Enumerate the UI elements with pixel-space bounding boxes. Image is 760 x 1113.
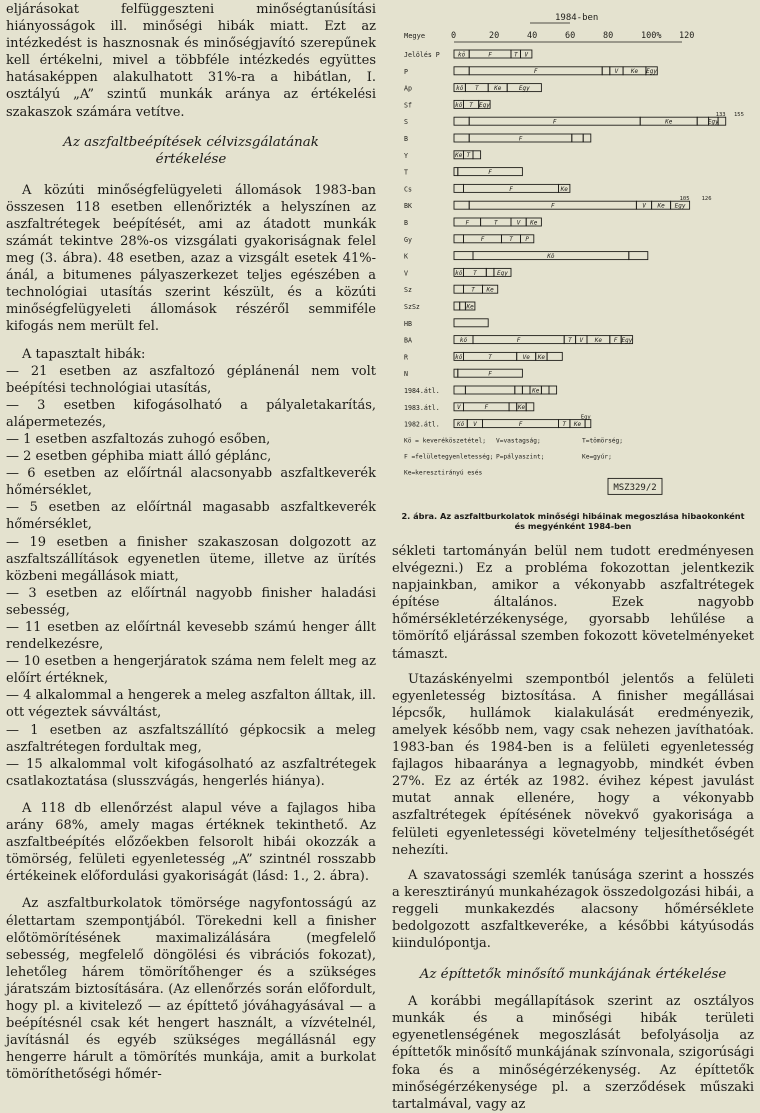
segment-code: Egy <box>497 269 508 277</box>
bar-segment <box>509 403 517 411</box>
segment-code: F <box>613 337 618 344</box>
segment-code: F <box>509 185 513 193</box>
row-label: T <box>404 168 408 177</box>
figure-chart <box>392 0 754 505</box>
bar-segment <box>454 252 473 260</box>
row-label: SzSz <box>404 303 420 311</box>
axis-header-label: Megye <box>404 32 426 40</box>
x-tick-label: 20 <box>489 31 500 41</box>
segment-code: T <box>493 219 498 227</box>
row-label: Sf <box>404 101 412 110</box>
bar-segment <box>454 184 464 192</box>
segment-code: F <box>480 236 485 244</box>
bar-segment <box>486 268 494 276</box>
row-label: Gy <box>404 235 412 244</box>
segment-code: Ke <box>455 152 463 160</box>
segment-code: F <box>488 51 492 59</box>
bar-segment <box>454 302 460 310</box>
section-heading: Az építtetők minősítő munkájának értékelése <box>419 967 727 983</box>
error-list <box>6 363 376 790</box>
segment-code: F <box>465 219 470 227</box>
segment-code: kö <box>456 85 464 92</box>
bar-segment <box>585 420 591 428</box>
segment-code: Egy <box>478 101 490 109</box>
error-list-item: — 4 alkalommal a hengerek a meleg aszfalton álltak, ill. ott végeztek sávváltást, <box>6 688 376 721</box>
legend-entry: F =felületegyenletesség; <box>404 453 494 461</box>
segment-code: Ke <box>657 202 665 210</box>
legend-entry: T=tömörség; <box>582 437 623 445</box>
bar-segment <box>454 235 464 243</box>
row-label: Cs <box>404 185 412 194</box>
segment-code: F <box>518 135 523 143</box>
bar-segment <box>454 117 469 125</box>
row-label: S <box>404 118 408 127</box>
segment-code: V <box>579 337 584 344</box>
segment-code: F <box>533 68 538 76</box>
x-tick-label: 80 <box>603 31 614 41</box>
error-list-item: — 15 alkalommal volt kifogásolható az aszfaltrétegek csatlakoztatása (slusszvágás, hengerlés hiánya). <box>6 756 376 789</box>
segment-code: T <box>474 85 479 92</box>
segment-code: Ke <box>665 118 673 126</box>
error-list-item: — 3 esetben kifogásolható a pályaletakarítás, alápermetezés, <box>6 397 376 430</box>
figure-caption: 2. ábra. Az aszfaltburkolatok minőségi hibáinak megoszlása hibaokonként és megyénként 1984-ben <box>401 511 745 531</box>
stacked-bar-chart <box>392 0 754 505</box>
segment-code: T <box>466 152 471 160</box>
paragraph: A közúti minőségfelügyeleti állomások 1983-ban összesen 118 esetben ellenőrizték a helyszínen az aszfaltrétegek beépítését, ami az átadott munkák számát tekintve 28%-os vizsgálati gyakoriságnak felel meg (3. ábra). 48 esetben, azaz a vizsgált esetek 41%-ánál, a bitumenes pályaszerkezet teljes egészében a technológiai utasítás szerint készült, és a közúti minőségfelügyeleti állomások részéről semmiféle kifogás nem merült fel. <box>6 182 376 335</box>
segment-code: Egy <box>621 337 633 344</box>
bar-segment <box>515 386 523 394</box>
x-tick-label: 0 <box>451 31 457 41</box>
paragraph: A tapasztalt hibák: <box>22 346 146 362</box>
bar-segment <box>629 252 648 260</box>
paragraph: Utazáskényelmi szempontból jelentős a felületi egyenletesség biztosítása. A finisher megállásai lépcsők, hullámok kialakulását eredményezik, amelyek később nem, vagy csak nehezen javíthatóak. 1983-ban és 1984-ben is a felületi egyenletesség fajlagos hibaaránya a legnagyobb, mindkét évben 27%. Ez az érték az 1982. évihez képest javulást mutat annak ellenére, hogy a vékonyabb aszfaltrétegek építésének növekvő gyakorisága a felületi egyenletességi követelmény teljesíthetőségét nehezíti. <box>392 671 754 858</box>
bar-segment <box>473 151 481 159</box>
row-label: 1982.átl. <box>404 420 440 429</box>
segment-code: T <box>562 421 567 428</box>
bar-segment <box>572 134 583 142</box>
right-column <box>392 0 754 1113</box>
segment-code: V <box>456 404 461 412</box>
segment-code: Egy <box>674 202 686 210</box>
segment-code: Egy <box>707 118 719 126</box>
legend-entry: Kö = keveréköszetétel; <box>404 437 486 445</box>
segment-code: Ke <box>530 219 538 227</box>
segment-code: Ke <box>594 337 603 344</box>
bar-segment <box>454 386 465 394</box>
stamp-text: MSZ329/2 <box>613 482 657 493</box>
bar-segment <box>547 352 562 360</box>
row-label: P <box>404 67 408 76</box>
row-label: Y <box>404 151 408 160</box>
error-list-item: — 19 esetben a finisher szakaszosan dolgozott az aszfaltszállítások egyenetlen üteme, illetve az ürítés közbeni megállások miatt, <box>6 534 376 584</box>
segment-code: Kö <box>547 253 555 260</box>
legend-entry: V=vastagság; <box>496 437 541 445</box>
legend-entry: P=pályaszint; <box>496 453 545 461</box>
bar-segment <box>602 67 610 75</box>
chart-title: 1984-ben <box>555 13 599 23</box>
bar-segment <box>541 386 549 394</box>
segment-code: Kö <box>457 421 465 428</box>
segment-code: kö <box>455 353 463 361</box>
segment-code: V <box>524 51 529 59</box>
x-tick-label: 120 <box>679 31 695 41</box>
segment-code: V <box>516 219 521 227</box>
row-label: B <box>404 135 408 143</box>
paragraph: A szavatossági szemlék tanúsága szerint a hosszés a keresztirányú munkahézagok összedolgozási hibái, a reggeli munkakezdés alacsony hőmérséklete bedolgozott aszfaltkeveréke, a későbbi kátyúsodás kiindulópontja. <box>392 867 754 952</box>
bar-segment <box>454 134 469 142</box>
bar-annotation: 126 <box>701 196 712 203</box>
legend-entry: Ke=keresztirányú esés <box>404 469 483 477</box>
segment-code: V <box>473 421 477 428</box>
paragraph: A korábbi megállapítások szerint az osztályos munkák és a minőségi hibák területi egyenetlenségének megoszlását befolyásolja az építtetők minősítő munkájának színvonala, szigorúsági foka és a minőségérzékenység. Az építtetők minőségérzékenysége pl. a szerződések műszaki tartalmával, vagy az <box>392 994 754 1112</box>
error-list-item: — 10 esetben a hengerjáratok száma nem felelt meg az előírt értéknek, <box>6 654 376 687</box>
segment-code: T <box>469 101 473 109</box>
bar-segment <box>460 302 466 310</box>
bar-segment <box>454 369 458 377</box>
paragraph: sékleti tartományán belül nem tudott eredményesen elvégezni.) Ez a probléma fokozottan jelentkezik napjainkban, amikor a vékonyabb aszfaltrétegek építése általános. Ezek nagyobb hőmérsékletérzékenysége, gyorsabb lehűlése a tömörítő eljárással szemben fokozott követelményeket támaszt. <box>392 544 754 662</box>
x-tick-label: 100% <box>641 31 662 41</box>
x-tick-label: 60 <box>565 31 576 41</box>
bar-segment <box>718 117 726 125</box>
segment-code: Ke <box>560 185 568 193</box>
bar-segment <box>697 117 708 125</box>
segment-code: T <box>568 337 572 344</box>
segment-code: kö <box>457 51 466 59</box>
row-label: V <box>404 269 408 278</box>
segment-code: P <box>525 236 529 244</box>
row-label: BA <box>404 336 412 345</box>
segment-code: T <box>488 353 492 361</box>
error-list-item: — 3 esetben az előírtnál nagyobb finisher haladási sebesség, <box>6 585 376 618</box>
segment-code: F <box>516 337 521 344</box>
legend-entry: Ke=gyúr; <box>582 453 612 461</box>
error-list-item: — 1 esetben az aszfaltszállító gépkocsik a meleg aszfaltrétegen fordultak meg, <box>6 722 376 755</box>
segment-code: Ve <box>522 353 530 361</box>
segment-code: F <box>488 169 492 176</box>
section-heading: Az aszfaltbeépítések célvizsgálatának értékelése <box>63 134 319 167</box>
error-list-item: — 5 esetben az előírtnál magasabb aszfaltkeverék hőmérséklet, <box>6 500 376 533</box>
row-label: 1984.átl. <box>404 387 440 395</box>
bar-segment <box>454 168 458 176</box>
segment-code: V <box>614 68 619 76</box>
bar-annotation: Egy <box>580 414 591 421</box>
bar-segment <box>549 386 557 394</box>
segment-code: V <box>642 202 646 210</box>
segment-code: Ke <box>532 387 540 395</box>
row-label: R <box>404 353 408 362</box>
row-label: 1983.átl. <box>404 403 440 412</box>
segment-code: Ke <box>537 353 546 361</box>
row-label: K <box>404 252 408 261</box>
row-label: HB <box>404 319 412 328</box>
segment-code: F <box>484 404 489 412</box>
bar-segment <box>465 386 514 394</box>
segment-code: kö <box>455 269 463 277</box>
segment-code: T <box>509 236 513 244</box>
bar-segment <box>522 386 530 394</box>
row-label: N <box>404 370 408 379</box>
paragraph: eljárásokat felfüggeszteni minőségtanúsítási hiányosságok ill. minőségi hibák miatt. Ezt az intézkedést is hasznosnak és minőségjavító szerepűnek kell értékelni, mivel a többféle intézkedés együttes hatásaképpen alakulhatott 31%-ra a hibátlan, I. osztályú „A” szintű munkák aránya az értékelési szakaszok számára vetítve. <box>6 2 376 120</box>
segment-code: Egy <box>518 85 530 92</box>
error-list-item: — 11 esetben az előírtnál kevesebb számú henger állt rendelkezésre, <box>6 620 376 653</box>
bar-segment <box>454 201 469 209</box>
bar-segment <box>454 285 464 293</box>
segment-code: F <box>552 118 557 126</box>
error-list-item: — 6 esetben az előírtnál alacsonyabb aszfaltkeverék hőmérséklet, <box>6 466 376 499</box>
segment-code: kö <box>455 101 463 109</box>
bar-annotation: 155 <box>734 112 744 119</box>
paragraph: A 118 db ellenőrzést alapul véve a fajlagos hiba arány 68%, amely magas értéknek tekinthető. Az aszfaltbeépítés előzőekben felsorolt hibái okozzák a tömörség, felületi egyenletesség „A” szintnél rosszabb értékeinek előfordulási gyakoriságát (lásd: 1., 2. ábra). <box>6 800 376 885</box>
bar-segment <box>526 403 534 411</box>
paragraph: Az aszfaltburkolatok tömörsége nagyfontosságú az élettartam szempontjából. Törekedni kell a finisher előtömörítésének maximalizálására (megfelelő sebesség, megfelelő döngölési és vibrációs fokozat), lehetőleg hárem tömörítőhenger és a szükséges járatszám biztosítására. (Az ellenőrzés során előfordult, hogy pl. a kivitelező — az építtető jóváhagyásával — a beépítésnél csak két hengert használt, a vízvételnél, javításnál és egyéb szükséges megállásnál egy hengerre hárult a tömörítés munkája, amit a burkolat tömöríthetőségi hőmér- <box>6 896 376 1083</box>
row-label: B <box>404 219 408 227</box>
row-label: Jelölés P <box>404 51 440 59</box>
error-list-item: — 21 esetben az aszfaltozó géplánenál nem volt beépítési technológiai utasítás, <box>6 363 376 396</box>
segment-code: kö <box>459 337 468 344</box>
x-tick-label: 40 <box>527 31 538 41</box>
bar-annotation: 133 <box>715 112 726 119</box>
segment-code: T <box>513 51 518 59</box>
row-label: Sz <box>404 286 412 295</box>
bar-segment <box>454 67 469 75</box>
segment-code: F <box>518 421 523 428</box>
row-label: Ap <box>404 84 412 93</box>
segment-code: F <box>488 370 492 378</box>
segment-code: Ke <box>466 303 474 311</box>
segment-code: Ke <box>573 421 582 428</box>
row-label: BK <box>404 202 412 211</box>
bar-segment <box>583 134 591 142</box>
left-column <box>6 0 376 1083</box>
segment-code: T <box>473 269 477 277</box>
bar-annotation: 105 <box>679 196 690 203</box>
segment-code: Ke <box>630 68 639 76</box>
segment-code: Ke <box>494 85 502 92</box>
segment-code: Ke <box>517 404 526 412</box>
segment-code: Ke <box>486 286 494 294</box>
segment-code: T <box>471 286 475 294</box>
segment-code: F <box>550 202 555 210</box>
error-list-item: — 2 esetben géphiba miatt álló géplánc, <box>6 449 272 465</box>
error-list-item: — 1 esetben aszfaltozás zuhogó esőben, <box>6 431 271 447</box>
bar-segment <box>454 319 488 327</box>
segment-code: Egy <box>646 68 658 76</box>
